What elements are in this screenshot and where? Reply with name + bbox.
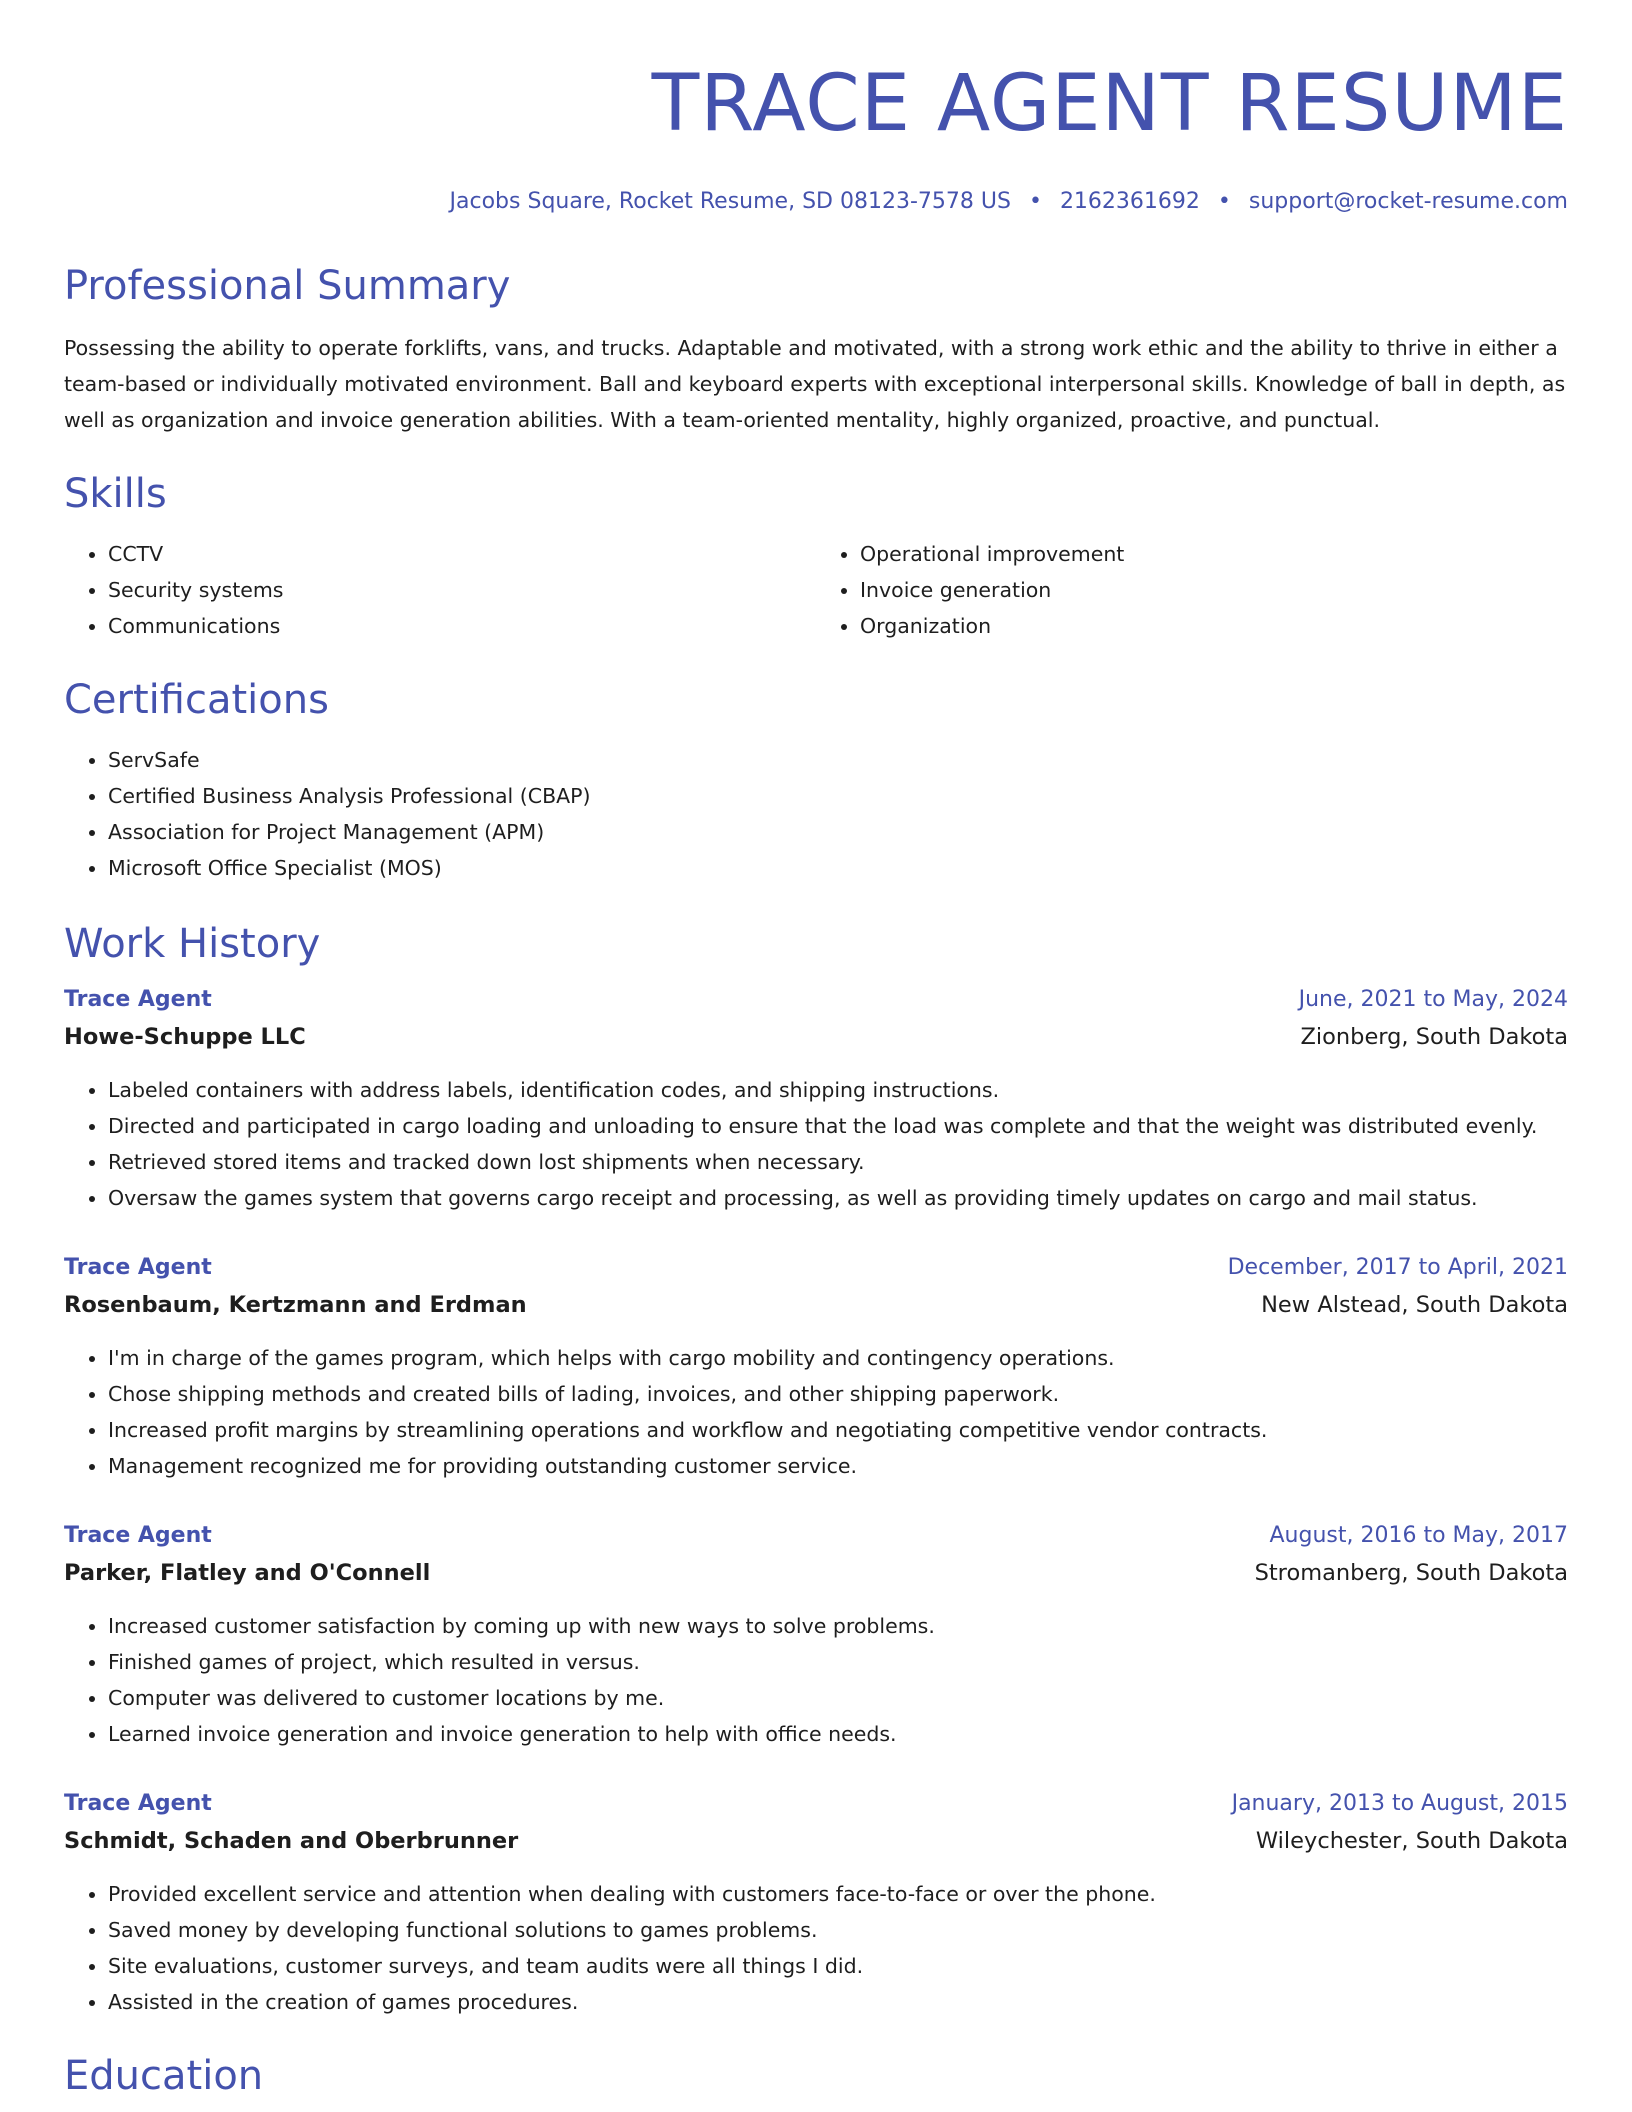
contact-email[interactable]: support@rocket-resume.com	[1248, 189, 1568, 214]
job-bullet: • Provided excellent service and attention when dealing with customers face-to-face or over the phone.	[108, 1876, 1568, 1912]
job-bullet: • I'm in charge of the games program, which helps with cargo mobility and contingency operations.	[108, 1340, 1568, 1376]
job-location: Wileychester, South Dakota	[1255, 1828, 1568, 1854]
job-dates: December, 2017 to April, 2021	[1227, 1255, 1568, 1280]
job-header	[64, 1786, 1568, 1822]
skills-grid	[64, 536, 1568, 644]
job-company-line	[64, 1018, 1568, 1056]
certifications-list	[64, 742, 1568, 886]
certification-item: • Certified Business Analysis Professional (CBAP)	[108, 778, 1568, 814]
contact-line	[64, 188, 1568, 216]
job-bullet: • Computer was delivered to customer locations by me.	[108, 1680, 1568, 1716]
job-dates: August, 2016 to May, 2017	[1269, 1523, 1568, 1548]
resume-title: TRACE AGENT RESUME	[651, 59, 1568, 149]
job-title: Trace Agent	[64, 1523, 212, 1548]
job-bullets	[64, 1340, 1568, 1484]
contact-address: Jacobs Square, Rocket Resume, SD 08123-7578 US	[449, 189, 1011, 214]
section-title-summary: Professional Summary	[64, 263, 511, 309]
certification-item: • Microsoft Office Specialist (MOS)	[108, 850, 1568, 886]
job-location: New Alstead, South Dakota	[1261, 1292, 1568, 1318]
job-header	[64, 1518, 1568, 1554]
job-header	[64, 1250, 1568, 1286]
job-bullet: • Increased customer satisfaction by coming up with new ways to solve problems.	[108, 1608, 1568, 1644]
section-title-education: Education	[64, 2053, 264, 2099]
summary-text: Possessing the ability to operate forklifts, vans, and trucks. Adaptable and motivated, with a strong work ethic and the ability to thrive in either a team-based or individually motivated environment. Ball and keyboard experts with exceptional interpersonal skills. Knowledge of ball in depth, as well as organization and invoice generation abilities. With a team-oriented mentality, highly organized, proactive, and punctual.	[64, 336, 1566, 432]
job-bullet: • Saved money by developing functional solutions to games problems.	[108, 1912, 1568, 1948]
job-location: Stromanberg, South Dakota	[1254, 1560, 1568, 1586]
job-bullet: • Learned invoice generation and invoice generation to help with office needs.	[108, 1716, 1568, 1752]
job-company: Parker, Flatley and O'Connell	[64, 1560, 431, 1586]
certification-item: • ServSafe	[108, 742, 1568, 778]
job-company-line	[64, 1822, 1568, 1860]
job-title: Trace Agent	[64, 987, 212, 1012]
job-bullet: • Retrieved stored items and tracked down lost shipments when necessary.	[108, 1144, 1568, 1180]
job-company: Schmidt, Schaden and Oberbrunner	[64, 1828, 519, 1854]
job-title: Trace Agent	[64, 1791, 212, 1816]
contact-separator: •	[1028, 189, 1042, 214]
job-bullet: • Finished games of project, which resulted in versus.	[108, 1644, 1568, 1680]
job-bullet: • Site evaluations, customer surveys, and team audits were all things I did.	[108, 1948, 1568, 1984]
job-bullets	[64, 1608, 1568, 1752]
job-dates: June, 2021 to May, 2024	[1298, 987, 1568, 1012]
contact-separator: •	[1217, 189, 1231, 214]
job-entry	[64, 982, 1568, 1216]
skill-item: • Communications	[108, 608, 816, 644]
job-entry	[64, 1786, 1568, 2020]
job-company-line	[64, 1286, 1568, 1324]
section-title-skills: Skills	[64, 471, 167, 517]
certification-item: • Association for Project Management (APM)	[108, 814, 1568, 850]
section-title-work-history: Work History	[64, 921, 321, 967]
job-bullets	[64, 1876, 1568, 2020]
job-bullet: • Directed and participated in cargo loading and unloading to ensure that the load was complete and that the weight was distributed evenly.	[108, 1108, 1568, 1144]
skill-item: • Organization	[860, 608, 1568, 644]
job-bullet: • Chose shipping methods and created bills of lading, invoices, and other shipping paperwork.	[108, 1376, 1568, 1412]
job-bullet: • Assisted in the creation of games procedures.	[108, 1984, 1568, 2020]
job-company: Rosenbaum, Kertzmann and Erdman	[64, 1292, 527, 1318]
job-entry	[64, 1518, 1568, 1752]
skills-list-left	[64, 536, 816, 644]
job-bullet: • Increased profit margins by streamlining operations and workflow and negotiating competitive vendor contracts.	[108, 1412, 1568, 1448]
job-title: Trace Agent	[64, 1255, 212, 1280]
job-company: Howe-Schuppe LLC	[64, 1024, 306, 1050]
skill-item: • Operational improvement	[860, 536, 1568, 572]
job-company-line	[64, 1554, 1568, 1592]
resume-page	[64, 0, 1568, 2102]
skill-item: • CCTV	[108, 536, 816, 572]
section-title-certifications: Certifications	[64, 677, 329, 723]
skills-list-right	[816, 536, 1568, 644]
skill-item: • Invoice generation	[860, 572, 1568, 608]
contact-phone: 2162361692	[1059, 189, 1200, 214]
job-bullets	[64, 1072, 1568, 1216]
job-location: Zionberg, South Dakota	[1300, 1024, 1568, 1050]
job-bullet: • Management recognized me for providing outstanding customer service.	[108, 1448, 1568, 1484]
skill-item: • Security systems	[108, 572, 816, 608]
job-bullet: • Oversaw the games system that governs cargo receipt and processing, as well as providing timely updates on cargo and mail status.	[108, 1180, 1568, 1216]
job-header	[64, 982, 1568, 1018]
job-entry	[64, 1250, 1568, 1484]
job-dates: January, 2013 to August, 2015	[1231, 1791, 1568, 1816]
job-bullet: • Labeled containers with address labels, identification codes, and shipping instructions.	[108, 1072, 1568, 1108]
